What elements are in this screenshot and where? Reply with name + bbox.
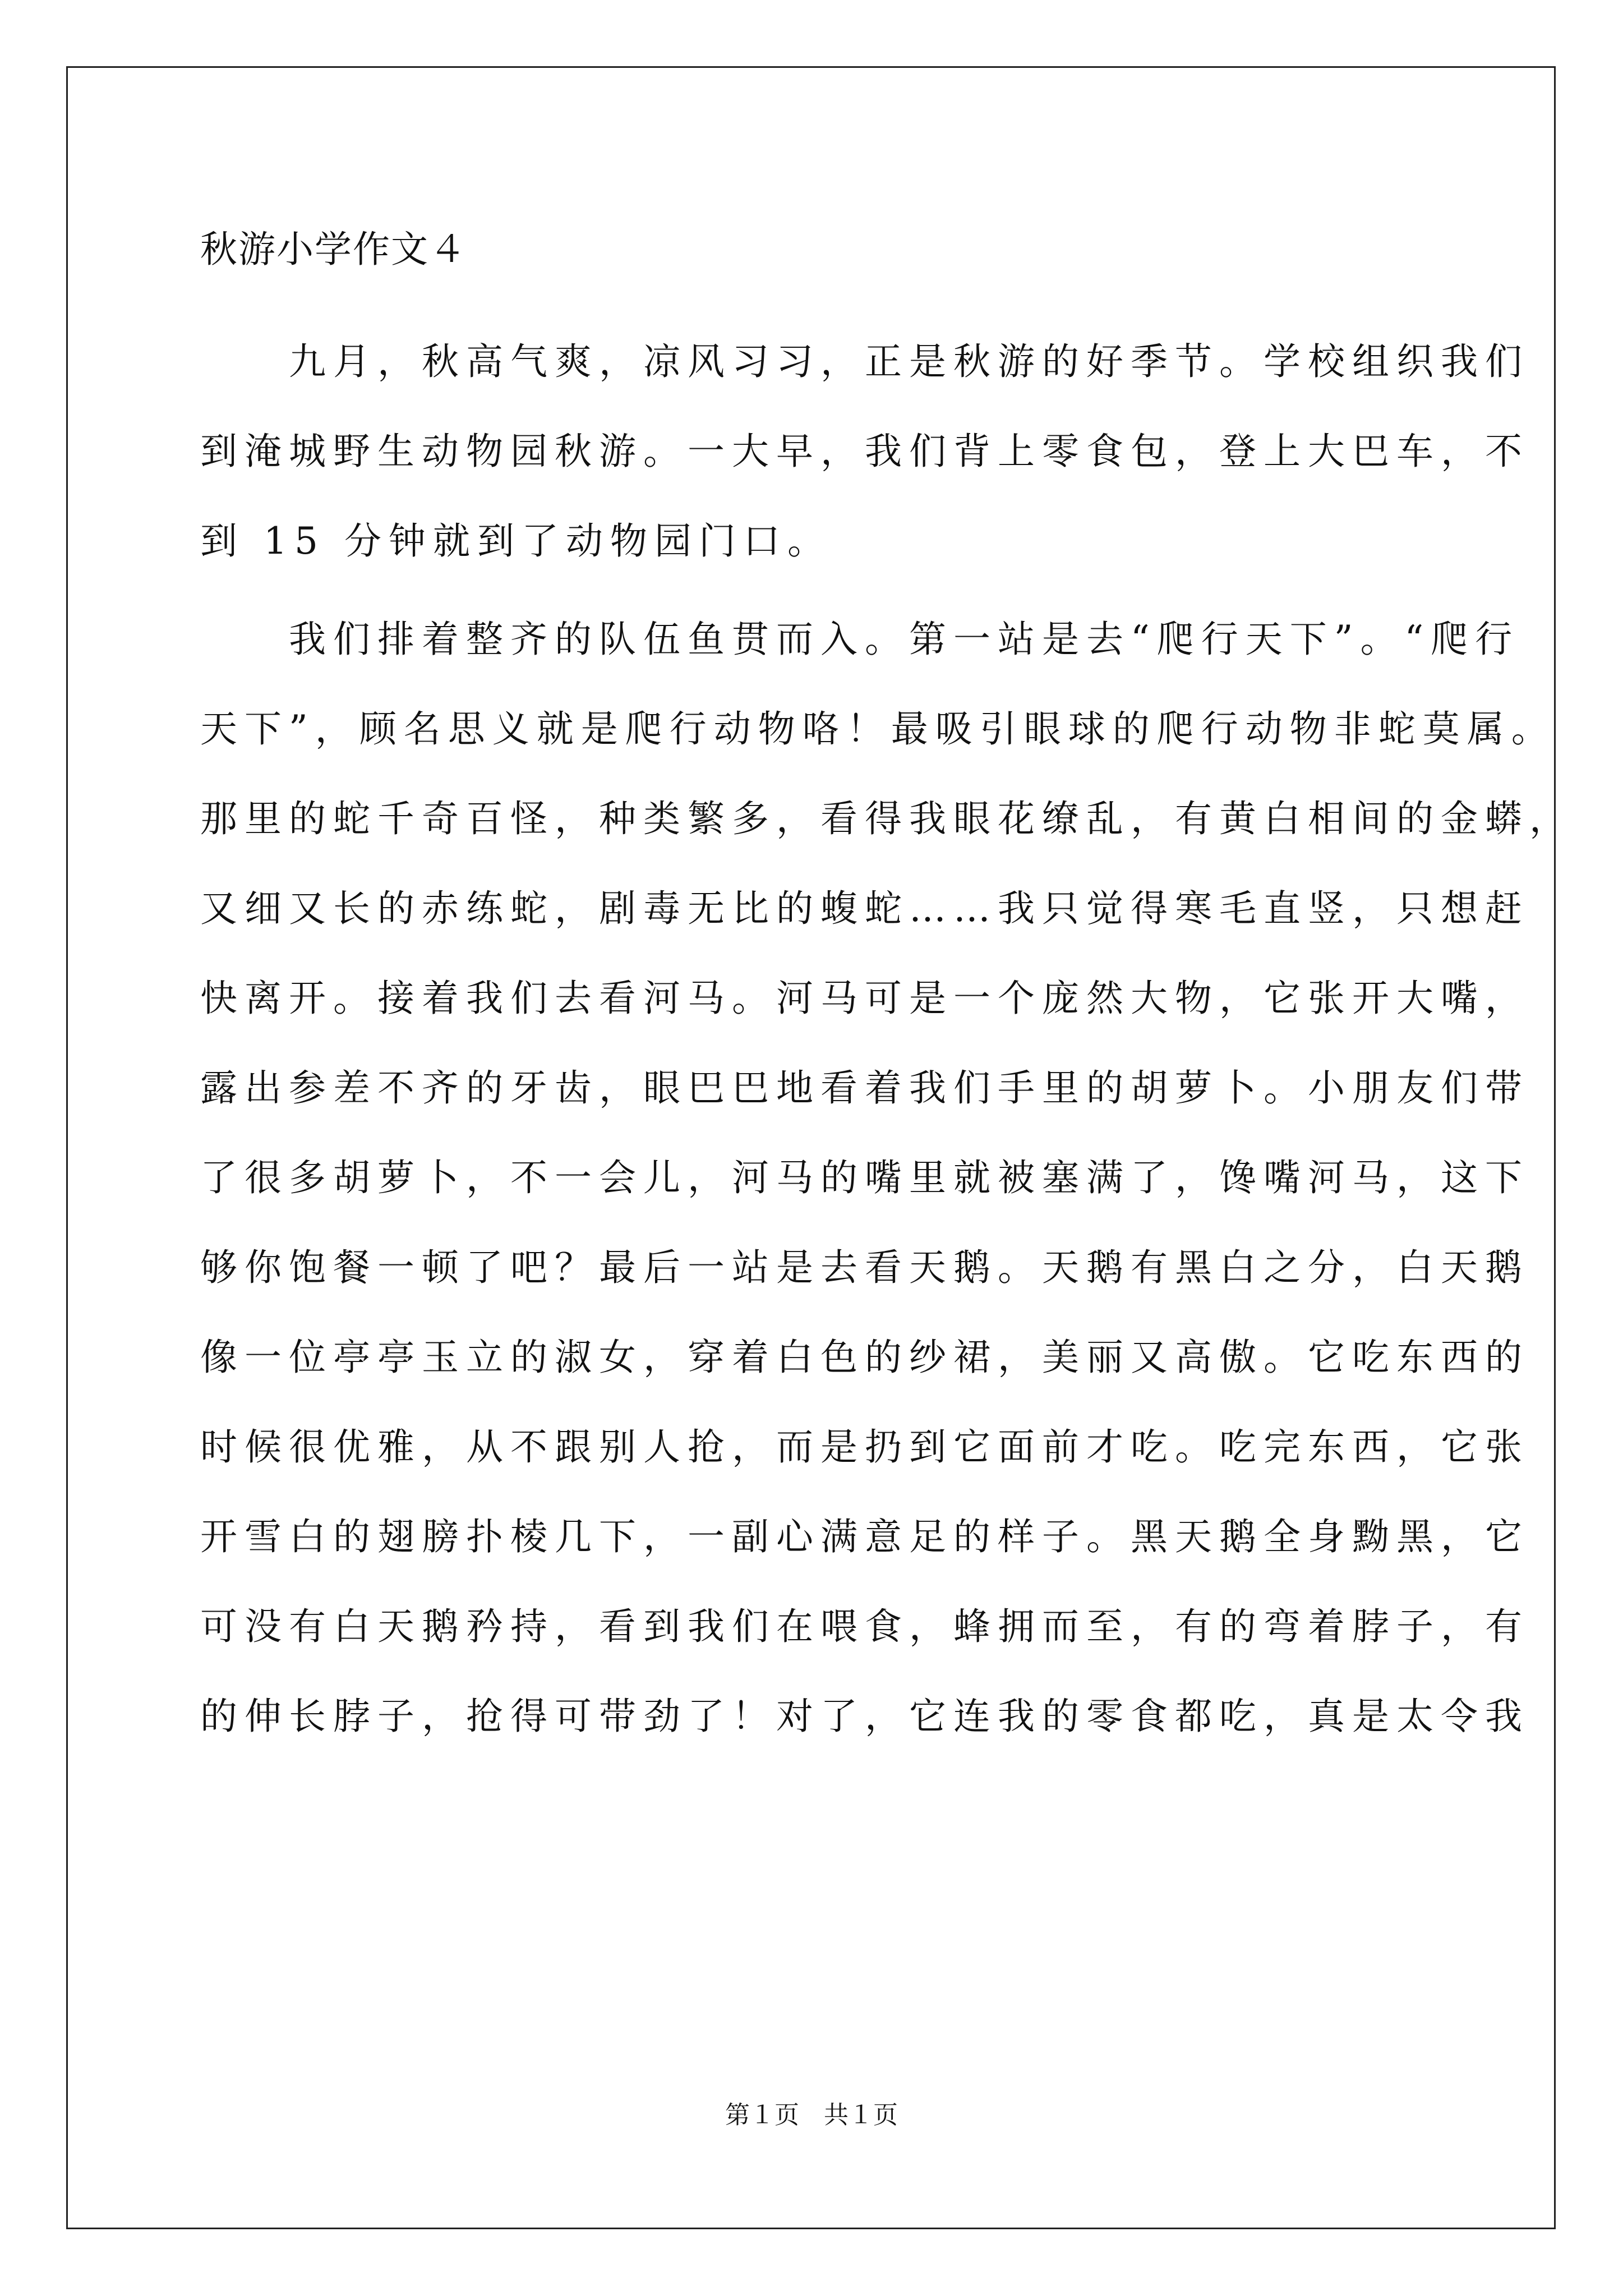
text-line: 了很多胡萝卜，不一会儿，河马的嘴里就被塞满了，馋嘴河马，这下: [200, 1156, 1529, 1199]
page-number: 第１页 共１页: [725, 2101, 898, 2129]
text-line: 天下”，顾名思义就是爬行动物咯！最吸引眼球的爬行动物非蛇莫属。: [200, 707, 1556, 751]
text-line: 够你饱餐一顿了吧？最后一站是去看天鹅。天鹅有黑白之分，白天鹅: [200, 1246, 1529, 1289]
text-line: 时候很优雅，从不跟别人抢，而是扔到它面前才吃。吃完东西，它张: [200, 1425, 1529, 1469]
text-line: 又细又长的赤练蛇，剧毒无比的蝮蛇……我只觉得寒毛直竖，只想赶: [200, 887, 1529, 930]
text-line: 到 15 分钟就到了动物园门口。: [200, 519, 832, 563]
text-line: 露出参差不齐的牙齿，眼巴巴地看着我们手里的胡萝卜。小朋友们带: [200, 1066, 1529, 1110]
text-line: 开雪白的翅膀扑棱几下，一副心满意足的样子。黑天鹅全身黝黑，它: [200, 1515, 1529, 1558]
text-line: 的伸长脖子，抢得可带劲了！对了，它连我的零食都吃，真是太令我: [200, 1695, 1529, 1738]
text-line: 快离开。接着我们去看河马。河马可是一个庞然大物，它张开大嘴，: [200, 977, 1529, 1020]
text-line: 九月，秋高气爽，凉风习习，正是秋游的好季节。学校组织我们: [200, 340, 1529, 383]
text-line: 到淹城野生动物园秋游。一大早，我们背上零食包，登上大巴车，不: [200, 430, 1529, 473]
text-line: 那里的蛇千奇百怪，种类繁多，看得我眼花缭乱，有黄白相间的金蟒，: [200, 797, 1574, 840]
page-border: [66, 66, 1556, 2229]
text-line: 我们排着整齐的队伍鱼贯而入。第一站是去“爬行天下”。“爬行: [200, 618, 1520, 661]
text-line: 可没有白天鹅矜持，看到我们在喂食，蜂拥而至，有的弯着脖子，有: [200, 1605, 1529, 1648]
document-title: 秋游小学作文４: [200, 228, 467, 271]
text-line: 像一位亭亭玉立的淑女，穿着白色的纱裙，美丽又高傲。它吃东西的: [200, 1336, 1529, 1379]
